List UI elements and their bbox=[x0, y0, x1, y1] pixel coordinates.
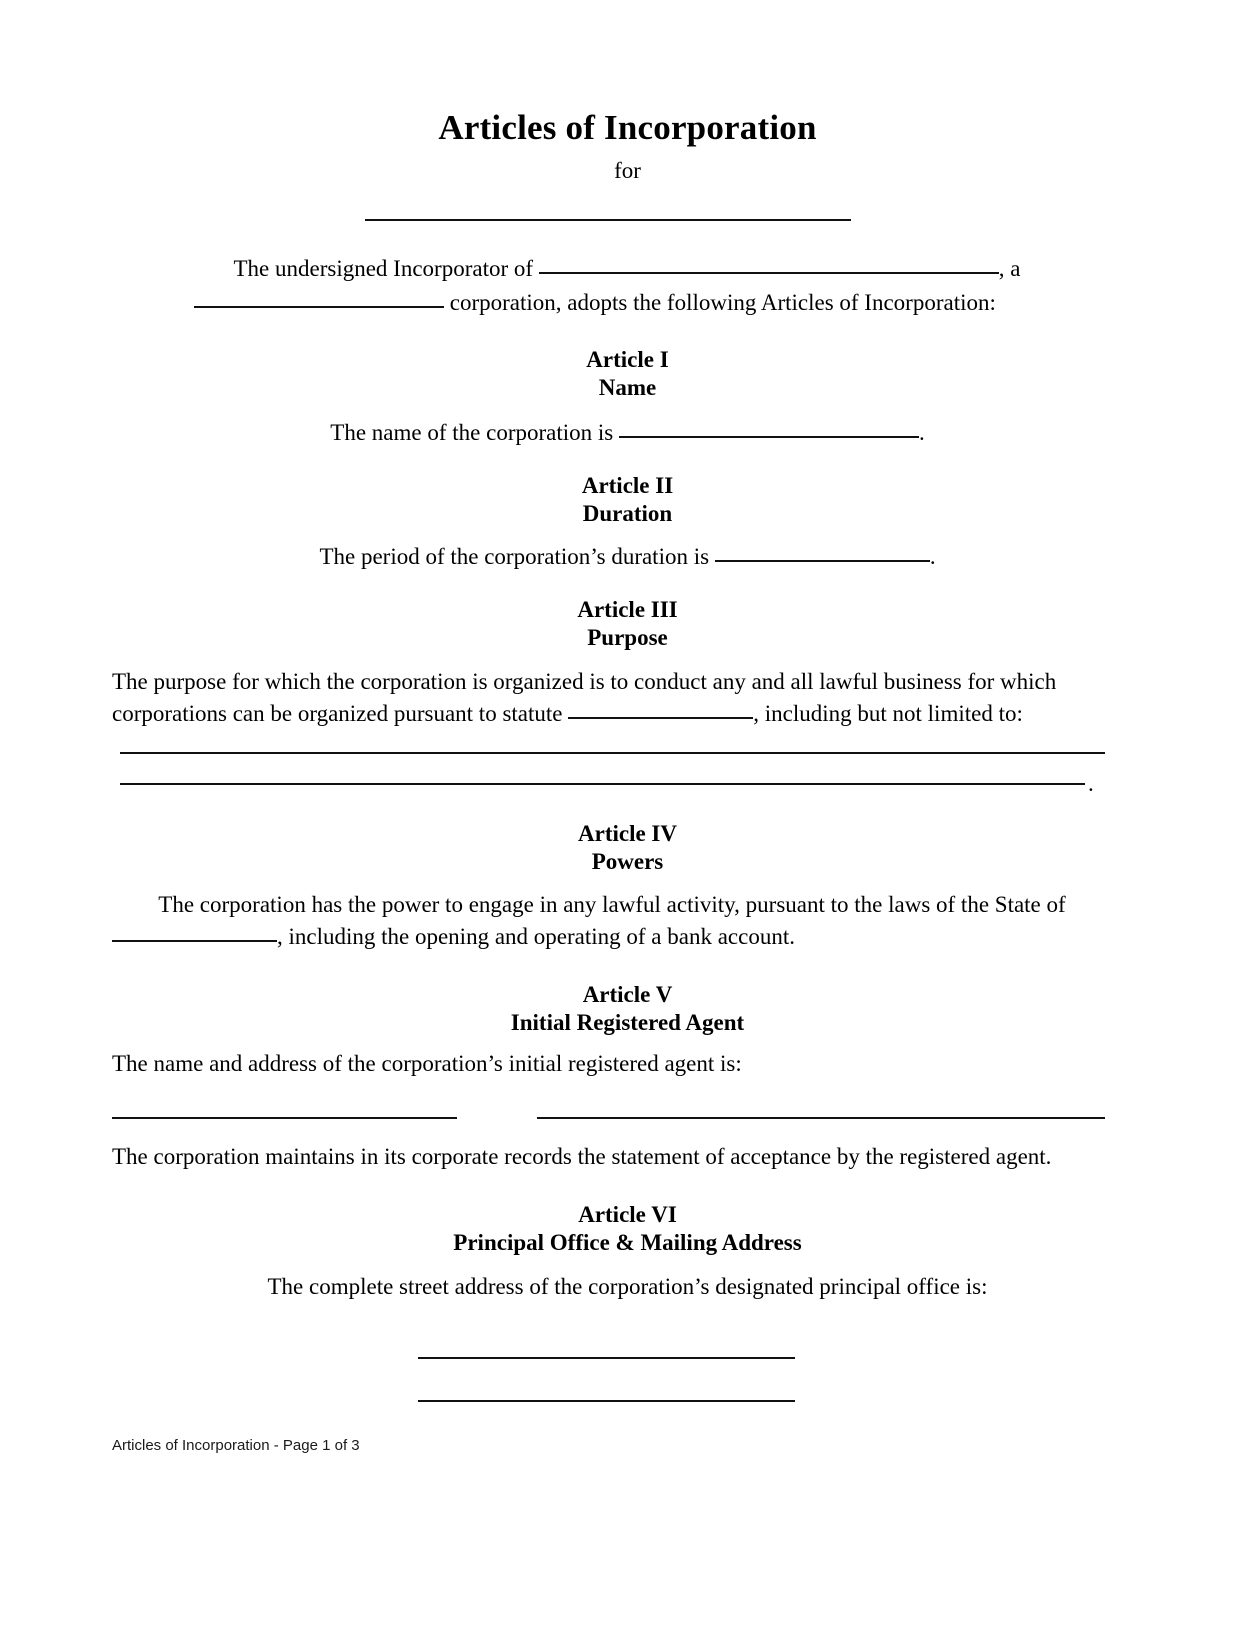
intro-line-1-prefix: The undersigned Incorporator of bbox=[233, 256, 539, 281]
intro-line-1 bbox=[112, 252, 1142, 286]
article-6-number: Article VI bbox=[578, 1202, 677, 1227]
article-2-body bbox=[0, 541, 1255, 573]
intro-line-1-suffix: , a bbox=[998, 256, 1021, 281]
purpose-fill-line-1[interactable] bbox=[120, 752, 1105, 754]
article-1-body-suffix: . bbox=[918, 420, 925, 445]
article-1-number: Article I bbox=[586, 347, 669, 372]
article-3-line-2-prefix: corporations can be organized pursuant to statute bbox=[112, 701, 569, 726]
article-5-body-line-2: The corporation maintains in its corporate records the statement of acceptance by the registered agent. bbox=[112, 1144, 1052, 1169]
article-3-body bbox=[112, 666, 1112, 730]
article-1-body bbox=[0, 417, 1255, 449]
intro-paragraph bbox=[112, 252, 1142, 320]
article-5-body-line-1: The name and address of the corporation’s initial registered agent is: bbox=[112, 1051, 742, 1076]
article-4-body bbox=[112, 889, 1112, 953]
article-3-number: Article III bbox=[577, 597, 678, 622]
article-4-number: Article IV bbox=[578, 821, 677, 846]
article-1-title: Name bbox=[598, 375, 657, 400]
article-1-heading bbox=[0, 346, 1255, 402]
article-3-body-line-2 bbox=[112, 698, 1112, 730]
article-5-heading bbox=[0, 981, 1255, 1037]
article-3-title: Purpose bbox=[587, 625, 668, 650]
article-6-heading bbox=[0, 1201, 1255, 1257]
article-6-body-line-1: The complete street address of the corporation’s designated principal office is: bbox=[267, 1274, 988, 1299]
state-type-blank[interactable] bbox=[194, 306, 444, 308]
purpose-fill-line-2-period: . bbox=[1088, 771, 1094, 796]
incorporator-corporation-blank[interactable] bbox=[539, 272, 999, 274]
article-3-line-2-suffix: , including but not limited to: bbox=[753, 701, 1023, 726]
article-5-number: Article V bbox=[582, 982, 673, 1007]
page-footer: Articles of Incorporation - Page 1 of 3 bbox=[112, 1437, 360, 1454]
article-3-body-line-1: The purpose for which the corporation is organized is to conduct any and all lawful business for which bbox=[112, 669, 1057, 694]
purpose-fill-line-2[interactable] bbox=[120, 783, 1085, 785]
corporation-name-input-blank[interactable] bbox=[619, 436, 919, 438]
article-2-number: Article II bbox=[581, 473, 674, 498]
principal-office-address-blank-2[interactable] bbox=[418, 1400, 795, 1402]
duration-input-blank[interactable] bbox=[715, 560, 930, 562]
article-4-body-line-2 bbox=[112, 921, 1112, 953]
article-6-title: Principal Office & Mailing Address bbox=[453, 1230, 802, 1255]
principal-office-address-blank-1[interactable] bbox=[418, 1357, 795, 1359]
registered-agent-address-blank[interactable] bbox=[537, 1117, 1105, 1119]
article-5-title: Initial Registered Agent bbox=[510, 1010, 745, 1035]
article-2-heading bbox=[0, 472, 1255, 528]
article-4-heading bbox=[0, 820, 1255, 876]
statute-input-blank[interactable] bbox=[568, 717, 753, 719]
title-for-label: for bbox=[614, 158, 641, 183]
registered-agent-name-blank[interactable] bbox=[112, 1117, 457, 1119]
article-4-line-2-suffix: , including the opening and operating of a bank account. bbox=[277, 924, 795, 949]
article-3-heading bbox=[0, 596, 1255, 652]
article-2-body-prefix: The period of the corporation’s duration is bbox=[319, 544, 715, 569]
article-4-title: Powers bbox=[591, 849, 664, 874]
intro-line-2-suffix: corporation, adopts the following Articles of Incorporation: bbox=[444, 290, 996, 315]
article-2-body-suffix: . bbox=[929, 544, 936, 569]
page-title: Articles of Incorporation bbox=[438, 108, 817, 147]
article-4-body-line-1: The corporation has the power to engage in any lawful activity, pursuant to the laws of the State of bbox=[158, 892, 1066, 917]
corporation-name-blank-line[interactable] bbox=[365, 219, 851, 221]
state-input-blank[interactable] bbox=[112, 940, 277, 942]
article-2-title: Duration bbox=[582, 501, 673, 526]
intro-line-2 bbox=[112, 286, 1142, 320]
article-1-body-prefix: The name of the corporation is bbox=[330, 420, 619, 445]
